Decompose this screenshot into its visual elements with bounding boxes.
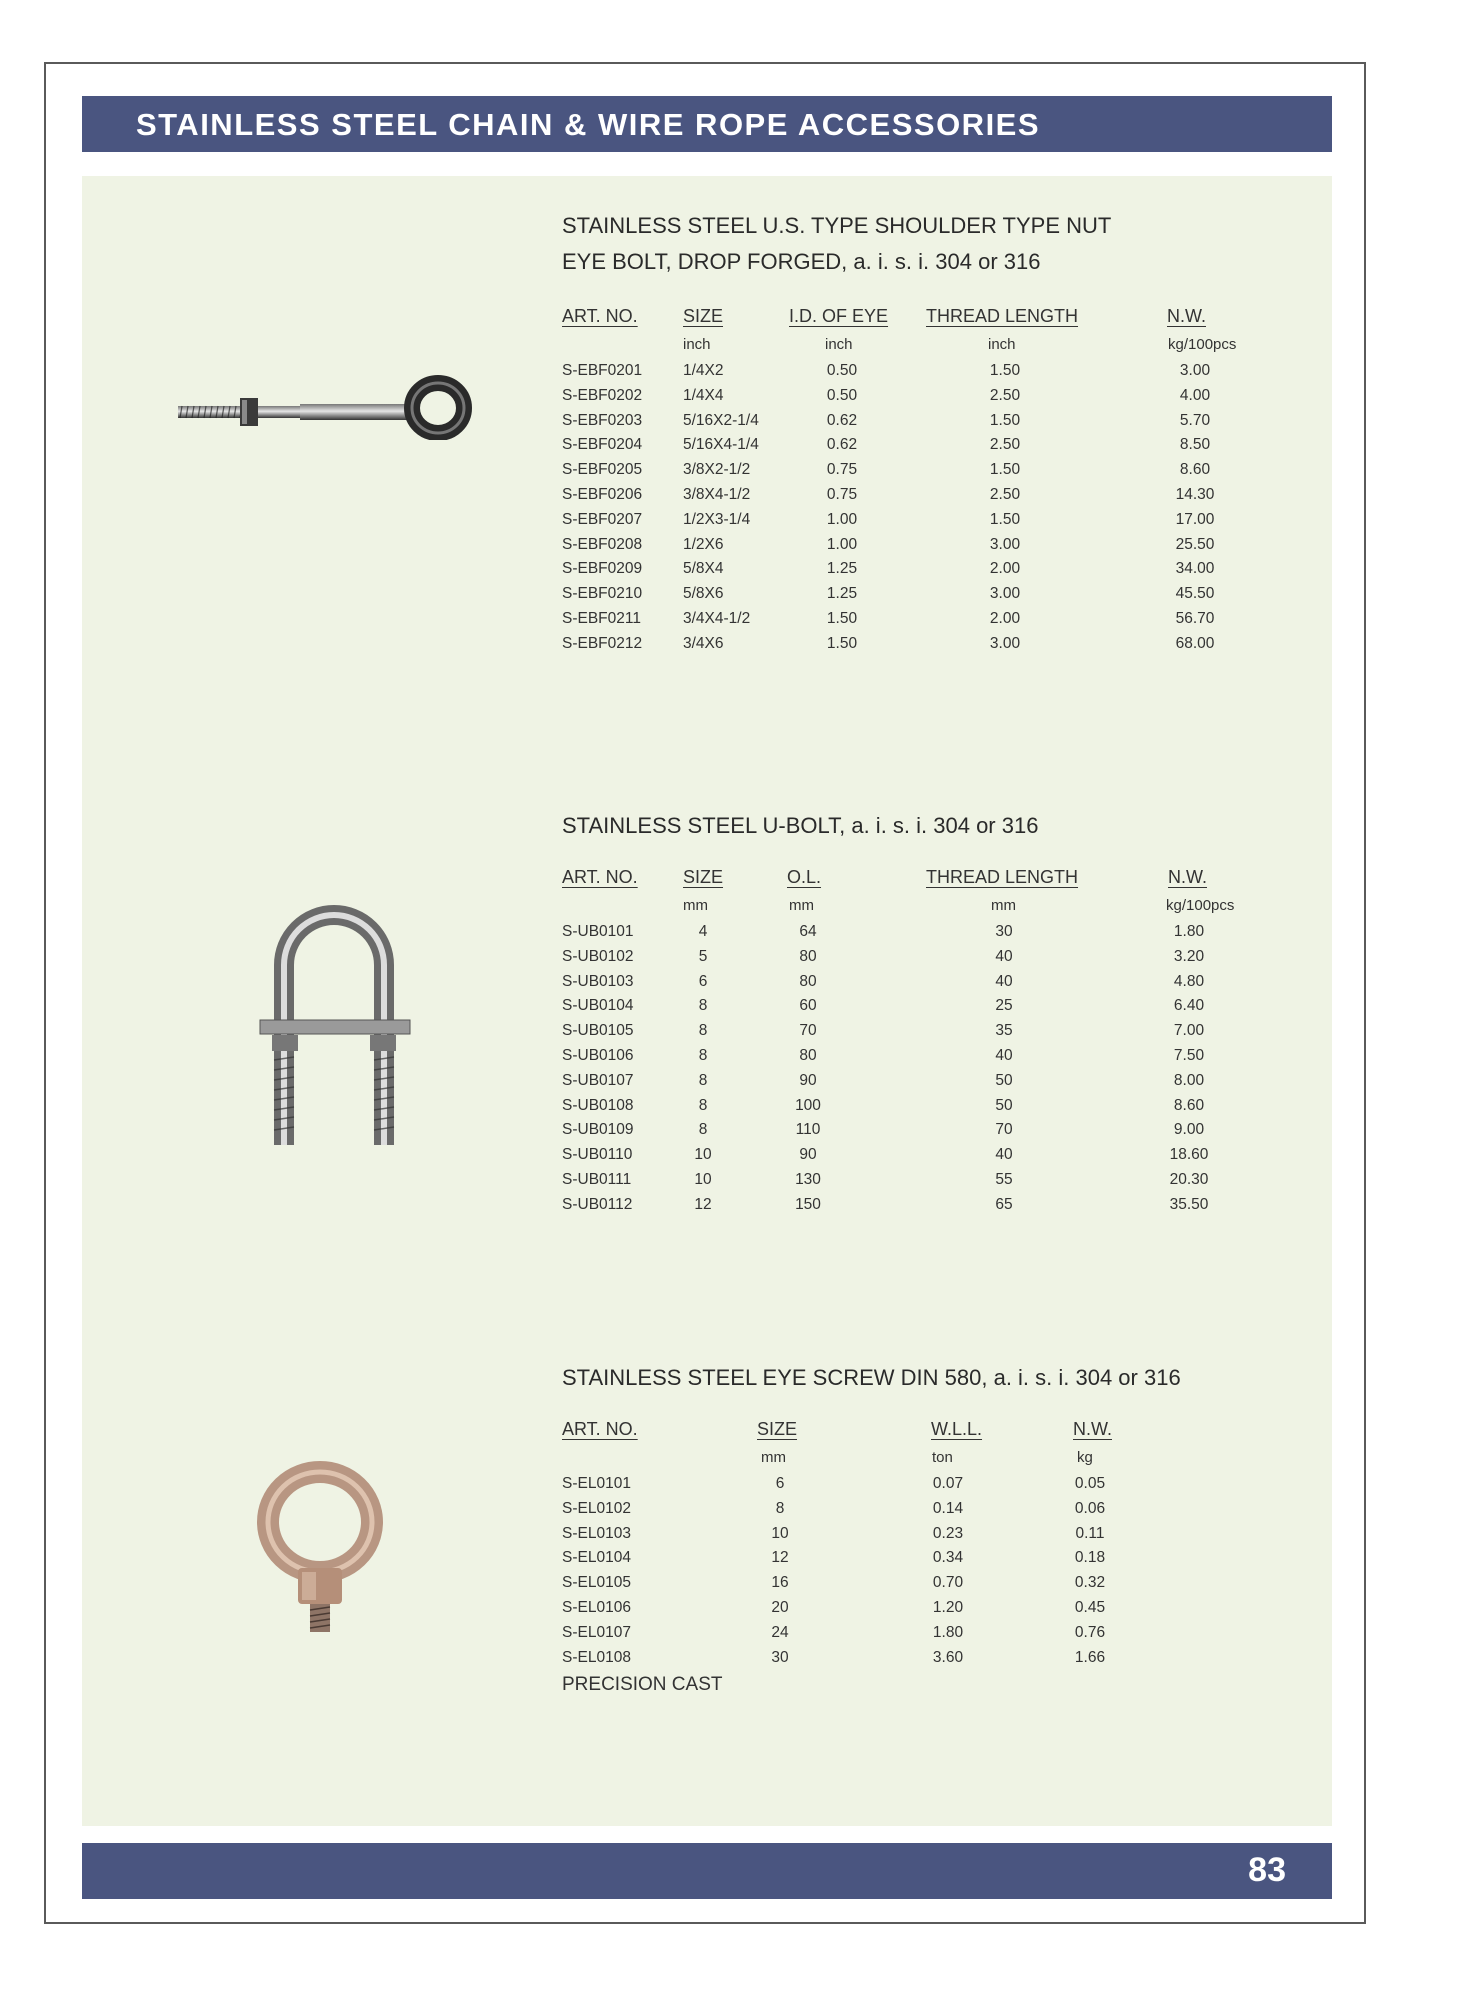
table-cell: 0.75 [826, 486, 858, 503]
table-cell: S-EBF0201 [562, 362, 643, 379]
s1-header-nw: N.W. [1167, 306, 1206, 326]
table-cell: 9.00 [1173, 1121, 1205, 1139]
s3-header-nw: N.W. [1073, 1419, 1112, 1439]
header-bar [82, 96, 1332, 152]
table-cell: 2.00 [989, 610, 1021, 627]
table-cell: 0.06 [1074, 1499, 1106, 1517]
table-cell: 8.60 [1179, 461, 1211, 479]
table-cell: S-UB0112 [562, 1195, 633, 1213]
s1-header-id-eye: I.D. OF EYE [789, 306, 889, 326]
table-cell: S-EBF0205 [562, 461, 643, 479]
table-cell: 50 [995, 1071, 1013, 1089]
table-cell: 3.60 [932, 1648, 964, 1666]
table-cell: 80 [799, 972, 817, 990]
s2-header-art-no: ART. NO. [562, 867, 638, 887]
table-cell: 5.70 [1179, 411, 1211, 429]
table-cell: 12 [694, 1195, 712, 1213]
table-cell: S-EBF0203 [562, 411, 643, 429]
s1-unit-nw: kg/100pcs [1168, 336, 1237, 353]
footer-bar [82, 1843, 1332, 1899]
table-cell: 6 [775, 1475, 785, 1492]
table-cell: 100 [795, 1096, 821, 1114]
table-cell: 8 [698, 1121, 708, 1139]
table-cell: 3.00 [989, 535, 1021, 553]
s3-unit-size: mm [761, 1449, 786, 1466]
table-cell: 6.40 [1173, 997, 1205, 1015]
table-cell: 0.70 [932, 1574, 964, 1592]
section2-title: STAINLESS STEEL U-BOLT, a. i. s. i. 304 or 316 [562, 813, 1039, 838]
table-cell: 8 [698, 1096, 708, 1114]
table-cell: 3.00 [1179, 362, 1211, 379]
table-cell: 1.66 [1074, 1648, 1106, 1666]
table-cell: 3/8X4-1/2 [683, 486, 751, 503]
table-cell: 68.00 [1175, 634, 1215, 652]
table-cell: 12 [771, 1549, 789, 1567]
table-cell: 1.00 [826, 535, 858, 553]
s3-unit-nw: kg [1077, 1449, 1093, 1466]
table-cell: S-EL0106 [562, 1599, 631, 1616]
table-cell: 1.50 [989, 411, 1021, 429]
table-cell: 8 [698, 1022, 708, 1040]
table-cell: 8 [698, 1071, 708, 1089]
eye-bolt-image [170, 370, 490, 440]
table-cell: 1/2X3-1/4 [683, 510, 751, 528]
table-cell: 0.23 [932, 1524, 964, 1542]
table-cell: S-EBF0206 [562, 486, 643, 503]
table-cell: 18.60 [1169, 1146, 1209, 1164]
table-cell: 17.00 [1175, 510, 1215, 528]
table-cell: 3/4X6 [683, 634, 724, 652]
table-cell: S-EL0101 [562, 1475, 631, 1492]
table-cell: 3.20 [1173, 947, 1205, 965]
table-cell: S-EL0107 [562, 1623, 631, 1641]
page-number: 83 [1248, 1851, 1286, 1889]
s2-header-size: SIZE [683, 867, 724, 887]
table-cell: S-UB0109 [562, 1121, 634, 1139]
s2-unit-nw: kg/100pcs [1166, 897, 1235, 914]
table-cell: S-UB0108 [562, 1096, 634, 1114]
table-cell: 1.50 [989, 510, 1021, 528]
table-cell: 0.18 [1074, 1549, 1106, 1567]
table-cell: 5 [698, 947, 708, 965]
u-bolt-image [252, 905, 422, 1155]
table-cell: 0.14 [932, 1499, 964, 1517]
table-cell: S-UB0101 [562, 923, 634, 940]
table-cell: 30 [771, 1648, 789, 1666]
s1-header-size: SIZE [683, 306, 724, 326]
table-cell: 14.30 [1175, 486, 1215, 503]
s1-unit-size: inch [683, 336, 711, 353]
table-cell: 0.62 [826, 411, 858, 429]
table-cell: S-EBF0211 [562, 610, 641, 627]
table-cell: 90 [799, 1146, 817, 1164]
table-cell: 1.50 [826, 634, 858, 652]
table-cell: 7.50 [1173, 1047, 1205, 1064]
table-cell: S-EBF0212 [562, 634, 643, 652]
table-cell: S-EBF0204 [562, 436, 643, 454]
table-cell: 3.00 [989, 634, 1021, 652]
table-cell: S-UB0107 [562, 1071, 634, 1089]
table-cell: 4 [698, 923, 708, 940]
table-cell: 50 [995, 1096, 1013, 1114]
table-cell: 10 [694, 1171, 712, 1188]
table-cell: 1.80 [932, 1623, 964, 1641]
s2-header-nw: N.W. [1168, 867, 1207, 887]
table-cell: 130 [795, 1171, 821, 1188]
table-cell: 70 [799, 1022, 817, 1040]
table-cell: 10 [694, 1146, 712, 1164]
s3-header-art-no: ART. NO. [562, 1419, 638, 1439]
table-cell: 8.60 [1173, 1096, 1205, 1114]
table-cell: 40 [995, 947, 1013, 965]
s1-header-thread-length: THREAD LENGTH [926, 306, 1079, 326]
table-cell: 1/4X4 [683, 386, 724, 404]
table-cell: 0.34 [932, 1549, 964, 1567]
table-cell: 5/8X6 [683, 585, 724, 603]
table-cell: S-UB0106 [562, 1047, 634, 1064]
table-cell: 2.50 [989, 386, 1021, 404]
table-cell: 0.76 [1074, 1623, 1106, 1641]
table-cell: 8 [698, 1047, 708, 1064]
table-cell: 8.50 [1179, 436, 1211, 454]
table-cell: 0.32 [1074, 1574, 1106, 1592]
table-cell: S-EBF0208 [562, 535, 643, 553]
table-cell: 40 [995, 972, 1013, 990]
table-cell: 1.80 [1173, 923, 1205, 940]
table-cell: 64 [799, 923, 817, 940]
table-cell: S-EL0105 [562, 1574, 631, 1592]
s3-header-wll: W.L.L. [931, 1419, 983, 1439]
table-cell: 0.45 [1074, 1599, 1106, 1616]
table-cell: 8 [775, 1499, 785, 1517]
table-cell: 2.00 [989, 560, 1021, 578]
table-cell: 20 [771, 1599, 789, 1616]
table-cell: S-EL0102 [562, 1499, 631, 1517]
precision-cast-note: PRECISION CAST [562, 1674, 723, 1695]
table-cell: 10 [771, 1524, 789, 1542]
table-cell: 3/8X2-1/2 [683, 461, 751, 479]
table-cell: 6 [698, 972, 708, 990]
table-cell: S-EL0108 [562, 1648, 631, 1666]
table-cell: S-EBF0209 [562, 560, 643, 578]
table-cell: 25.50 [1175, 535, 1215, 553]
s3-unit-wll: ton [932, 1449, 953, 1466]
table-cell: 0.05 [1074, 1475, 1106, 1492]
table-cell: 3.00 [989, 585, 1021, 603]
table-cell: 0.07 [932, 1475, 964, 1492]
table-cell: S-UB0103 [562, 972, 634, 990]
s2-unit-size: mm [683, 897, 708, 914]
table-cell: 20.30 [1169, 1171, 1209, 1188]
s1-unit-thread-length: inch [988, 336, 1016, 353]
table-cell: S-EL0103 [562, 1524, 631, 1542]
table-cell: 5/16X2-1/4 [683, 411, 759, 429]
table-cell: 80 [799, 947, 817, 965]
table-cell: S-EBF0202 [562, 386, 643, 404]
s1-unit-id-eye: inch [825, 336, 853, 353]
table-cell: 1.50 [989, 461, 1021, 479]
table-cell: 8 [698, 997, 708, 1015]
section3-title: STAINLESS STEEL EYE SCREW DIN 580, a. i. s. i. 304 or 316 [562, 1365, 1181, 1390]
table-cell: 2.50 [989, 436, 1021, 454]
table-cell: S-UB0104 [562, 997, 634, 1015]
table-cell: S-UB0105 [562, 1022, 634, 1040]
s2-unit-thread-length: mm [991, 897, 1016, 914]
table-cell: 8.00 [1173, 1071, 1205, 1089]
table-cell: 25 [995, 997, 1013, 1015]
table-cell: 24 [771, 1623, 789, 1641]
table-cell: 70 [995, 1121, 1013, 1139]
table-cell: 2.50 [989, 486, 1021, 503]
table-cell: 0.62 [826, 436, 858, 454]
table-cell: 60 [799, 997, 817, 1015]
table-cell: 1.25 [826, 585, 858, 603]
table-cell: S-EBF0210 [562, 585, 643, 603]
table-cell: 4.80 [1173, 972, 1205, 990]
table-cell: 7.00 [1173, 1022, 1205, 1040]
table-cell: 0.50 [826, 362, 858, 379]
s1-header-art-no: ART. NO. [562, 306, 638, 326]
table-cell: 16 [771, 1574, 789, 1592]
table-cell: 110 [795, 1121, 821, 1139]
eye-screw-image [250, 1460, 395, 1640]
table-cell: 45.50 [1175, 585, 1215, 603]
table-cell: 55 [995, 1171, 1013, 1188]
table-cell: 5/8X4 [683, 560, 724, 578]
table-cell: S-UB0111 [562, 1171, 632, 1188]
table-cell: 35 [995, 1022, 1013, 1040]
table-cell: 30 [995, 923, 1013, 940]
table-cell: 34.00 [1175, 560, 1215, 578]
table-cell: 40 [995, 1146, 1013, 1164]
table-cell: S-UB0102 [562, 947, 634, 965]
section1-title-line1: STAINLESS STEEL U.S. TYPE SHOULDER TYPE NUT [562, 213, 1112, 238]
table-cell: 4.00 [1179, 386, 1211, 404]
table-cell: 56.70 [1175, 610, 1215, 627]
s3-header-size: SIZE [757, 1419, 798, 1439]
table-cell: S-UB0110 [562, 1146, 633, 1164]
table-cell: 1.50 [826, 610, 858, 627]
table-cell: S-EBF0207 [562, 510, 643, 528]
s2-unit-ol: mm [789, 897, 814, 914]
table-cell: 80 [799, 1047, 817, 1064]
table-cell: 65 [995, 1195, 1013, 1213]
table-cell: 5/16X4-1/4 [683, 436, 759, 454]
page-title: STAINLESS STEEL CHAIN & WIRE ROPE ACCESSORIES [136, 107, 1041, 142]
table-cell: 0.11 [1075, 1524, 1105, 1542]
table-cell: 1/4X2 [683, 362, 724, 379]
section1-title-line2: EYE BOLT, DROP FORGED, a. i. s. i. 304 or 316 [562, 249, 1041, 274]
table-cell: 90 [799, 1071, 817, 1089]
table-cell: 35.50 [1169, 1195, 1209, 1213]
table-cell: 0.50 [826, 386, 858, 404]
table-cell: 40 [995, 1047, 1013, 1064]
table-cell: 1/2X6 [683, 535, 724, 553]
s2-header-thread-length: THREAD LENGTH [926, 867, 1079, 887]
table-cell: 1.25 [826, 560, 858, 578]
table-cell: 3/4X4-1/2 [683, 610, 751, 627]
table-cell: 1.20 [932, 1599, 964, 1616]
table-cell: 1.00 [826, 510, 858, 528]
table-cell: 0.75 [826, 461, 858, 479]
table-cell: 150 [795, 1195, 821, 1213]
s2-header-ol: O.L. [787, 867, 822, 887]
table-cell: S-EL0104 [562, 1549, 631, 1567]
table-cell: 1.50 [989, 362, 1021, 379]
